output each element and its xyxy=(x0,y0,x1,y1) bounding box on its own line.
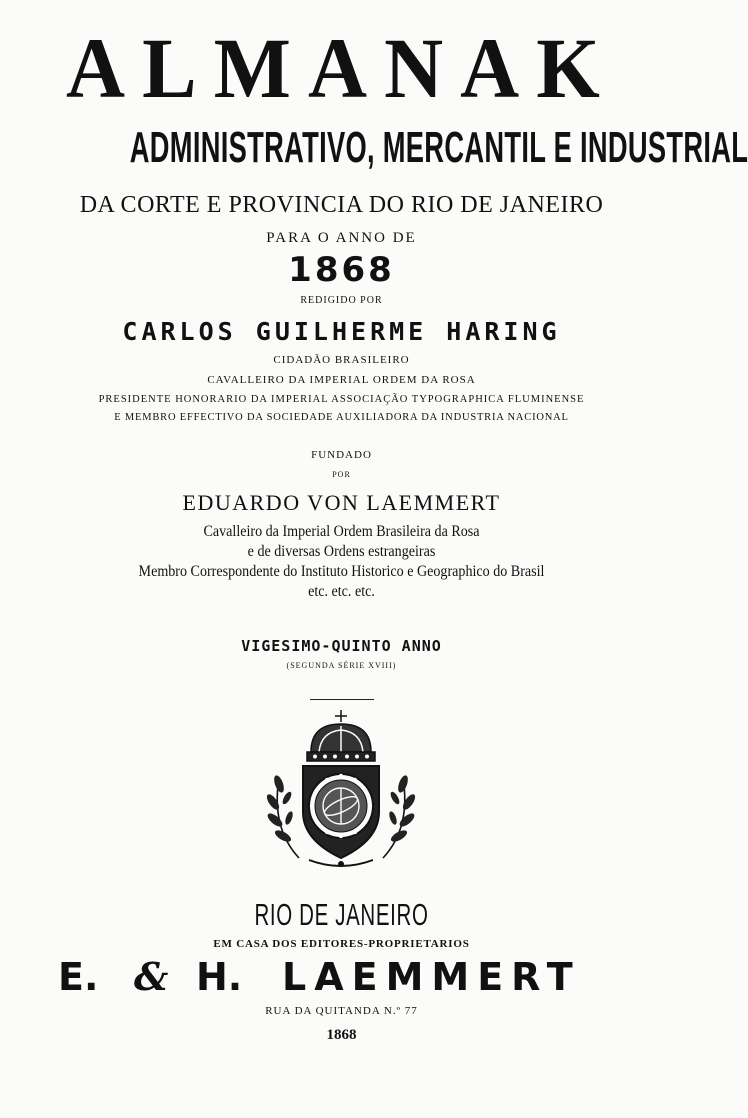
edition-label: VIGESIMO-QUINTO ANNO xyxy=(241,637,442,655)
divider xyxy=(310,699,374,700)
almanak-title: ALMANAK xyxy=(66,20,617,116)
place-of-publication: RIO DE JANEIRO xyxy=(254,897,429,932)
publisher-label: EM CASA DOS EDITORES-PROPRIETARIOS xyxy=(213,938,470,950)
publisher-initial-e: E. xyxy=(58,955,99,999)
for-year-label: PARA O ANNO DE xyxy=(266,230,417,246)
founder-credential: Membro Correspondente do Instituto Historico e Geographico do Brasil xyxy=(138,563,545,580)
founder-credential: etc. etc. etc. xyxy=(308,583,375,600)
founder-credential: Cavalleiro da Imperial Ordem Brasileira da Rosa xyxy=(203,523,480,540)
publisher-surname: LAEMMERT xyxy=(282,955,581,999)
founded-label: FUNDADO xyxy=(311,449,372,461)
editor-credential: CAVALLEIRO DA IMPERIAL ORDEM DA ROSA xyxy=(207,374,476,386)
editor-credential: CIDADÃO BRASILEIRO xyxy=(273,354,410,366)
region-line: DA CORTE E PROVINCIA DO RIO DE JANEIRO xyxy=(79,192,604,218)
publisher-initial-h: H. xyxy=(196,955,243,999)
editor-name: CARLOS GUILHERME HARING xyxy=(122,317,561,346)
editor-credential: PRESIDENTE HONORARIO DA IMPERIAL ASSOCIAÇÃO TYPOGRAPHICA FLUMINENSE xyxy=(98,394,585,405)
founder-credential: e de diversas Ordens estrangeiras xyxy=(247,543,436,560)
imperial-coat-of-arms-icon xyxy=(249,708,433,872)
publisher-address: RUA DA QUITANDA N.º 77 xyxy=(265,1005,418,1017)
edited-by-label: REDIGIDO POR xyxy=(300,295,383,306)
almanak-subtitle: ADMINISTRATIVO, MERCANTIL E INDUSTRIAL xyxy=(129,123,748,172)
series-label: (SEGUNDA SÉRIE XVIII) xyxy=(286,661,397,670)
founder-name: EDUARDO VON LAEMMERT xyxy=(182,490,501,515)
publisher-ampersand: & xyxy=(134,954,169,999)
founded-by-label: POR xyxy=(332,470,351,479)
imprint-year: 1868 xyxy=(326,1027,357,1043)
editor-credential: E MEMBRO EFFECTIVO DA SOCIEDADE AUXILIADORA DA INDUSTRIA NACIONAL xyxy=(114,412,569,423)
year-heading: 1868 xyxy=(288,250,395,290)
